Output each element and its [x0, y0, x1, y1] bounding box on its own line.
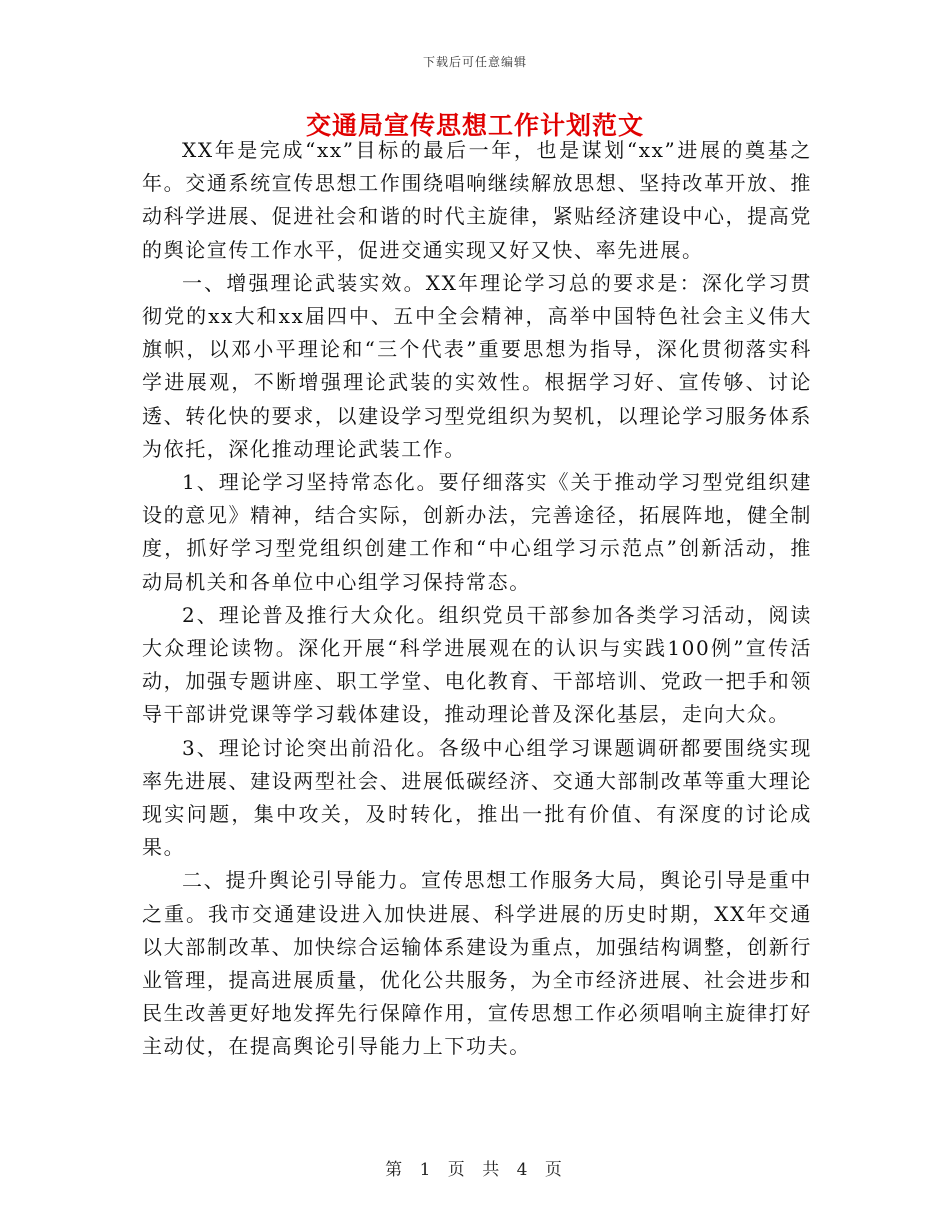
paragraph-item-2: 2、理论普及推行大众化。组织党员干部参加各类学习活动，阅读大众理论读物。深化开展“科学进展观在的认识与实践100例”宣传活动，加强专题讲座、职工学堂、电化教育、干部培训、党政一把手和领导干部讲党课等学习载体建设，推动理论普及深化基层，走向大众。	[142, 602, 812, 727]
paragraph-section-2: 二、提升舆论引导能力。宣传思想工作服务大局，舆论引导是重中之重。我市交通建设进入加快进展、科学进展的历史时期，XX年交通以大部制改革、加快综合运输体系建设为重点，加强结构调整，创新行业管理，提高进展质量，优化公共服务，为全市经济进展、社会进步和民生改善更好地发挥先行保障作用，宣传思想工作必须唱响主旋律打好主动仗，在提高舆论引导能力上下功夫。	[142, 868, 812, 1059]
paragraph-section-1: 一、增强理论武装实效。XX年理论学习总的要求是：深化学习贯彻党的xx大和xx届四中、五中全会精神，高举中国特色社会主义伟大旗帜，以邓小平理论和“三个代表”重要思想为指导，深化贯彻落实科学进展观，不断增强理论武装的实效性。根据学习好、宣传够、讨论透、转化快的要求，以建设学习型党组织为契机，以理论学习服务体系为依托，深化推动理论武装工作。	[142, 270, 812, 461]
paragraph-item-1: 1、理论学习坚持常态化。要仔细落实《关于推动学习型党组织建设的意见》精神，结合实际，创新办法，完善途径，拓展阵地，健全制度，抓好学习型党组织创建工作和“中心组学习示范点”创新活动，推动局机关和各单位中心组学习保持常态。	[142, 470, 812, 594]
document-title: 交通局宣传思想工作计划范文	[305, 111, 644, 140]
page-number: 第 1 页 共 4 页	[385, 1160, 565, 1180]
paragraph-intro: XX年是完成“xx”目标的最后一年，也是谋划“xx”进展的奠基之年。交通系统宣传思想工作围绕唱响继续解放思想、坚持改革开放、推动科学进展、促进社会和谐的时代主旋律，紧贴经济建设中心，提高党的舆论宣传工作水平，促进交通实现又好又快、率先进展。	[142, 138, 812, 262]
document-body	[142, 134, 812, 1064]
paragraph-item-3: 3、理论讨论突出前沿化。各级中心组学习课题调研都要围绕实现率先进展、建设两型社会、进展低碳经济、交通大部制改革等重大理论现实问题，集中攻关，及时转化，推出一批有价值、有深度的讨论成果。	[142, 735, 812, 860]
header-note: 下载后可任意编辑	[422, 55, 527, 69]
